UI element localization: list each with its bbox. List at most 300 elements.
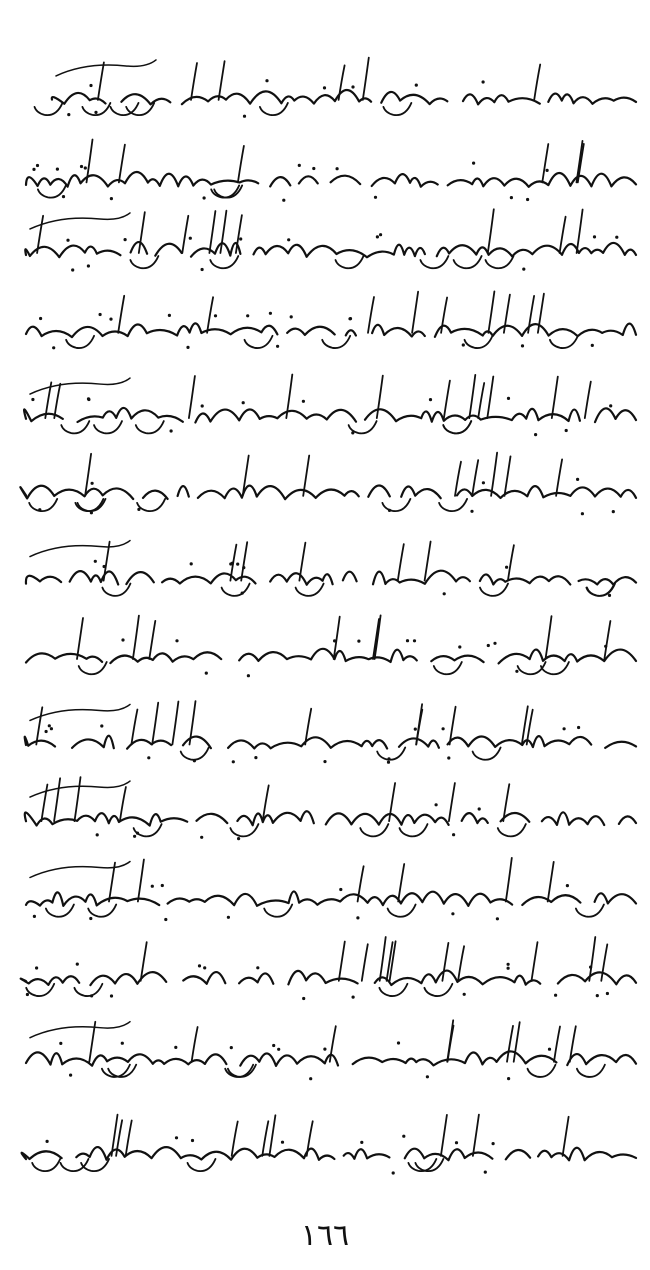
ink-dot [121, 638, 124, 641]
ink-dot [360, 1141, 363, 1144]
ink-dot [201, 404, 204, 407]
ink-dot [604, 645, 607, 648]
ink-stroke [473, 748, 501, 760]
ink-stroke [77, 618, 83, 659]
ink-stroke [546, 616, 552, 659]
ink-dot [136, 832, 139, 835]
ink-dot [214, 314, 217, 317]
ink-dot [522, 268, 525, 271]
ink-stroke [528, 1065, 556, 1077]
manuscript-line [12, 540, 638, 610]
handwriting-strokes [12, 700, 638, 770]
ink-stroke [210, 256, 238, 268]
ink-dot [256, 966, 259, 969]
ink-stroke [307, 1121, 313, 1156]
ink-stroke [25, 811, 636, 825]
ink-dot [593, 235, 596, 238]
ink-stroke [26, 891, 636, 905]
manuscript-line [12, 212, 638, 282]
ink-stroke [542, 144, 548, 182]
ink-dot [615, 236, 618, 239]
ink-dot [56, 168, 59, 171]
ink-dot [452, 833, 455, 836]
ink-dot [414, 728, 417, 731]
ink-stroke [222, 584, 250, 596]
ink-dot [563, 727, 566, 730]
ink-dot [190, 562, 193, 565]
ink-stroke [172, 702, 178, 745]
ink-stroke [368, 297, 374, 333]
handwriting-strokes [12, 780, 638, 850]
ink-dot [606, 992, 609, 995]
ink-stroke [576, 905, 604, 917]
ink-dot [333, 639, 336, 642]
ink-dot [175, 639, 178, 642]
ink-stroke [79, 662, 107, 674]
ink-dot [269, 312, 272, 315]
ink-dot [397, 1041, 400, 1044]
ink-dot [505, 566, 508, 569]
ink-stroke [425, 542, 431, 581]
ink-stroke [491, 453, 497, 496]
ink-dot [447, 756, 450, 759]
ink-stroke [130, 256, 158, 268]
ink-dot [388, 509, 391, 512]
ink-stroke [439, 499, 467, 511]
ink-dot [239, 237, 242, 240]
manuscript-line [12, 58, 638, 128]
manuscript-line [12, 618, 638, 688]
ink-stroke [61, 421, 89, 433]
ink-stroke [336, 256, 364, 268]
ink-dot [492, 1142, 495, 1145]
ink-stroke [75, 777, 81, 821]
ink-dot [90, 511, 93, 514]
ink-stroke [137, 499, 165, 511]
ink-dot [507, 397, 510, 400]
ink-dot [435, 803, 438, 806]
manuscript-line [12, 700, 638, 770]
ink-stroke [420, 256, 448, 268]
ink-stroke [465, 336, 493, 348]
manuscript-line [12, 456, 638, 526]
ink-stroke [38, 185, 66, 197]
manuscript-line [12, 940, 638, 1010]
ink-dot [124, 238, 127, 241]
ink-stroke [21, 971, 636, 986]
ink-stroke [30, 1022, 130, 1038]
ink-stroke [441, 1115, 447, 1156]
ink-dot [246, 314, 249, 317]
ink-dot [52, 346, 55, 349]
handwriting-strokes [12, 618, 638, 688]
ink-dot [193, 759, 196, 762]
ink-dot [36, 164, 39, 167]
ink-dot [426, 1075, 429, 1078]
ink-stroke [120, 787, 126, 821]
ink-dot [59, 1042, 62, 1045]
ink-dot [482, 481, 485, 484]
ink-dot [546, 169, 549, 172]
ink-dot [38, 508, 41, 511]
ink-dot [507, 963, 510, 966]
ink-stroke [54, 778, 60, 821]
ink-stroke [478, 383, 484, 418]
ink-dot [287, 238, 290, 241]
handwriting-strokes [12, 290, 638, 360]
ink-stroke [577, 210, 583, 254]
handwriting-strokes [12, 378, 638, 448]
ink-dot [236, 563, 239, 566]
ink-dot [230, 1046, 233, 1049]
ink-dot [168, 314, 171, 317]
ink-dot [200, 836, 203, 839]
ink-dot [71, 268, 74, 271]
ink-dot [290, 315, 293, 318]
handwriting-strokes [12, 212, 638, 282]
ink-stroke [480, 584, 508, 596]
ink-dot [566, 884, 569, 887]
ink-stroke [75, 499, 103, 511]
ink-stroke [111, 103, 139, 115]
ink-stroke [32, 1159, 60, 1171]
ink-stroke [30, 541, 130, 557]
ink-stroke [74, 984, 102, 996]
ink-stroke [486, 256, 514, 268]
ink-stroke [400, 824, 428, 836]
ink-stroke [126, 1121, 132, 1156]
ink-stroke [505, 456, 511, 496]
handwriting-strokes [12, 540, 638, 610]
ink-dot [254, 756, 257, 759]
ink-dot [576, 478, 579, 481]
ink-dot [356, 916, 359, 919]
ink-stroke [138, 860, 144, 902]
ink-dot [282, 199, 285, 202]
ink-stroke [26, 323, 636, 337]
ink-stroke [443, 421, 471, 433]
ink-dot [242, 401, 245, 404]
ink-dot [577, 726, 580, 729]
ink-stroke [473, 1115, 479, 1156]
ink-dot [323, 86, 326, 89]
ink-dot [302, 997, 305, 1000]
ink-dot [323, 1048, 326, 1051]
handwriting-strokes [12, 456, 638, 526]
ink-dot [133, 835, 136, 838]
ink-dot [302, 400, 305, 403]
ink-dot [103, 565, 106, 568]
ink-stroke [262, 1121, 268, 1156]
ink-stroke [192, 1027, 198, 1062]
ink-dot [521, 344, 524, 347]
ink-dot [581, 512, 584, 515]
ink-stroke [487, 377, 493, 419]
ink-dot [247, 674, 250, 677]
ink-dot [387, 757, 390, 760]
ink-stroke [22, 1147, 636, 1160]
ink-dot [496, 917, 499, 920]
ink-stroke [532, 942, 538, 981]
ink-stroke [189, 376, 195, 418]
ink-stroke [119, 145, 125, 183]
ink-dot [110, 197, 113, 200]
ink-stroke [61, 1159, 89, 1171]
ink-stroke [245, 336, 273, 348]
ink-stroke [296, 584, 324, 596]
ink-dot [110, 994, 113, 997]
ink-dot [351, 431, 354, 434]
ink-dot [276, 345, 279, 348]
ink-dot [229, 562, 232, 565]
ink-dot [357, 640, 360, 643]
ink-dot [94, 111, 97, 114]
ink-stroke [444, 381, 450, 419]
ink-dot [39, 317, 42, 320]
ink-stroke [188, 1159, 216, 1171]
ink-stroke [20, 485, 636, 499]
ink-stroke [362, 944, 368, 981]
ink-dot [336, 167, 339, 170]
manuscript-line [12, 1018, 638, 1088]
manuscript-line [12, 138, 638, 208]
ink-stroke [556, 459, 562, 496]
ink-stroke [30, 704, 130, 720]
ink-dot [76, 963, 79, 966]
handwriting-strokes [12, 860, 638, 930]
ink-dot [80, 165, 83, 168]
ink-stroke [136, 421, 164, 433]
ink-dot [487, 644, 490, 647]
ink-stroke [209, 211, 215, 253]
ink-stroke [508, 545, 514, 580]
ink-dot [612, 510, 615, 513]
ink-stroke [498, 824, 526, 836]
ink-stroke [66, 336, 94, 348]
ink-dot [164, 918, 167, 921]
ink-dot [109, 318, 112, 321]
manuscript-line [12, 780, 638, 850]
ink-stroke [449, 783, 455, 821]
ink-stroke [88, 905, 116, 917]
ink-stroke [388, 905, 416, 917]
ink-dot [484, 1171, 487, 1174]
ink-dot [609, 404, 612, 407]
ink-dot [463, 993, 466, 996]
ink-stroke [469, 375, 475, 418]
ink-dot [32, 168, 35, 171]
ink-stroke [377, 376, 383, 419]
handwriting-strokes [12, 940, 638, 1010]
ink-stroke [442, 943, 448, 981]
ink-dot [534, 433, 537, 436]
ink-dot [87, 397, 90, 400]
ink-dot [67, 113, 70, 116]
ink-dot [201, 268, 204, 271]
ink-dot [392, 1171, 395, 1174]
ink-dot [348, 317, 351, 320]
ink-stroke [587, 584, 615, 596]
ink-stroke [339, 65, 345, 100]
handwriting-strokes [12, 58, 638, 128]
ink-stroke [506, 858, 512, 902]
ink-dot [526, 198, 529, 201]
ink-stroke [238, 146, 244, 183]
ink-stroke [339, 942, 345, 981]
ink-dot [413, 639, 416, 642]
ink-dot [507, 1077, 510, 1080]
ink-dot [189, 237, 192, 240]
ink-dot [351, 85, 354, 88]
ink-dot [48, 724, 51, 727]
ink-dot [472, 162, 475, 165]
ink-dot [478, 807, 481, 810]
ink-stroke [380, 937, 386, 981]
ink-dot [415, 84, 418, 87]
ink-stroke [56, 60, 156, 76]
ink-stroke [30, 213, 130, 229]
ink-dot [175, 1136, 178, 1139]
ink-dot [482, 80, 485, 83]
ink-stroke [269, 1115, 275, 1156]
handwriting-strokes [12, 138, 638, 208]
ink-dot [147, 756, 150, 759]
ink-stroke [191, 63, 197, 100]
ink-stroke [424, 984, 452, 996]
ink-dot [589, 966, 592, 969]
ink-stroke [102, 584, 130, 596]
ink-dot [91, 482, 94, 485]
ink-dot [462, 343, 465, 346]
ink-stroke [507, 1026, 513, 1062]
manuscript-line [12, 1112, 638, 1182]
ink-dot [191, 1139, 194, 1142]
ink-dot [241, 592, 244, 595]
ink-dot [323, 760, 326, 763]
ink-stroke [260, 103, 288, 115]
ink-dot [66, 239, 69, 242]
ink-stroke [577, 1065, 605, 1077]
ink-stroke [118, 296, 124, 333]
page-number-area [0, 1212, 650, 1260]
ink-dot [198, 964, 201, 967]
ink-stroke [454, 256, 482, 268]
ink-dot [84, 166, 87, 169]
ink-stroke [554, 1027, 560, 1062]
ink-dot [33, 915, 36, 918]
ink-dot [451, 912, 454, 915]
manuscript-line [12, 290, 638, 360]
manuscript-line [12, 378, 638, 448]
ink-stroke [78, 499, 106, 511]
ink-dot [45, 730, 48, 733]
ink-stroke [504, 295, 510, 333]
ink-stroke [98, 62, 104, 100]
ink-stroke [26, 984, 54, 996]
ink-dot [186, 346, 189, 349]
ink-dot [312, 167, 315, 170]
ink-stroke [534, 65, 540, 100]
ink-dot [565, 429, 568, 432]
ink-stroke [36, 707, 42, 744]
ink-stroke [241, 542, 247, 580]
ink-stroke [472, 460, 478, 496]
ink-stroke [41, 785, 47, 822]
ink-stroke [232, 1122, 238, 1156]
ink-dot [379, 233, 382, 236]
ink-stroke [26, 649, 636, 664]
ink-stroke [26, 172, 636, 187]
ink-dot [281, 1141, 284, 1144]
ink-dot [309, 1077, 312, 1080]
ink-stroke [363, 58, 369, 100]
ink-stroke [24, 408, 636, 423]
ink-dot [554, 994, 557, 997]
ink-dot [376, 235, 379, 238]
ink-dot [227, 916, 230, 919]
ink-dot [174, 1046, 177, 1049]
manuscript-line [12, 860, 638, 930]
ink-dot [99, 313, 102, 316]
ink-stroke [207, 297, 213, 333]
ink-dot [121, 1042, 124, 1045]
ink-dot [69, 1074, 72, 1077]
ink-stroke [26, 571, 636, 585]
ink-stroke [52, 90, 636, 104]
handwriting-strokes [12, 1112, 638, 1182]
ink-dot [298, 164, 301, 167]
ink-dot [170, 429, 173, 432]
ink-stroke [30, 378, 130, 394]
ink-stroke [360, 824, 388, 836]
ink-dot [151, 885, 154, 888]
handwriting-strokes [12, 1018, 638, 1088]
ink-stroke [585, 382, 591, 419]
ink-dot [429, 398, 432, 401]
ink-stroke [377, 748, 405, 760]
ink-stroke [563, 1117, 569, 1156]
ink-dot [237, 837, 240, 840]
ink-stroke [379, 984, 407, 996]
ink-dot [596, 994, 599, 997]
ink-dot [203, 966, 206, 969]
ink-stroke [518, 662, 546, 674]
ink-dot [442, 727, 445, 730]
ink-stroke [264, 905, 292, 917]
ink-stroke [488, 209, 494, 253]
ink-dot [443, 592, 446, 595]
ink-dot [265, 79, 268, 82]
ink-stroke [131, 710, 137, 745]
ink-stroke [54, 384, 60, 418]
ink-stroke [548, 862, 554, 902]
ink-stroke [382, 499, 410, 511]
ink-dot [507, 967, 510, 970]
ink-stroke [550, 336, 578, 348]
ink-stroke [182, 216, 188, 253]
ink-dot [493, 642, 496, 645]
ink-stroke [35, 103, 63, 115]
ink-stroke [552, 377, 558, 419]
ink-stroke [29, 499, 57, 511]
ink-dot [31, 398, 34, 401]
ink-dot [90, 994, 93, 997]
ink-dot [161, 884, 164, 887]
ink-dot [89, 84, 92, 87]
ink-stroke [94, 421, 122, 433]
ink-dot [89, 917, 92, 920]
ink-dot [94, 560, 97, 563]
